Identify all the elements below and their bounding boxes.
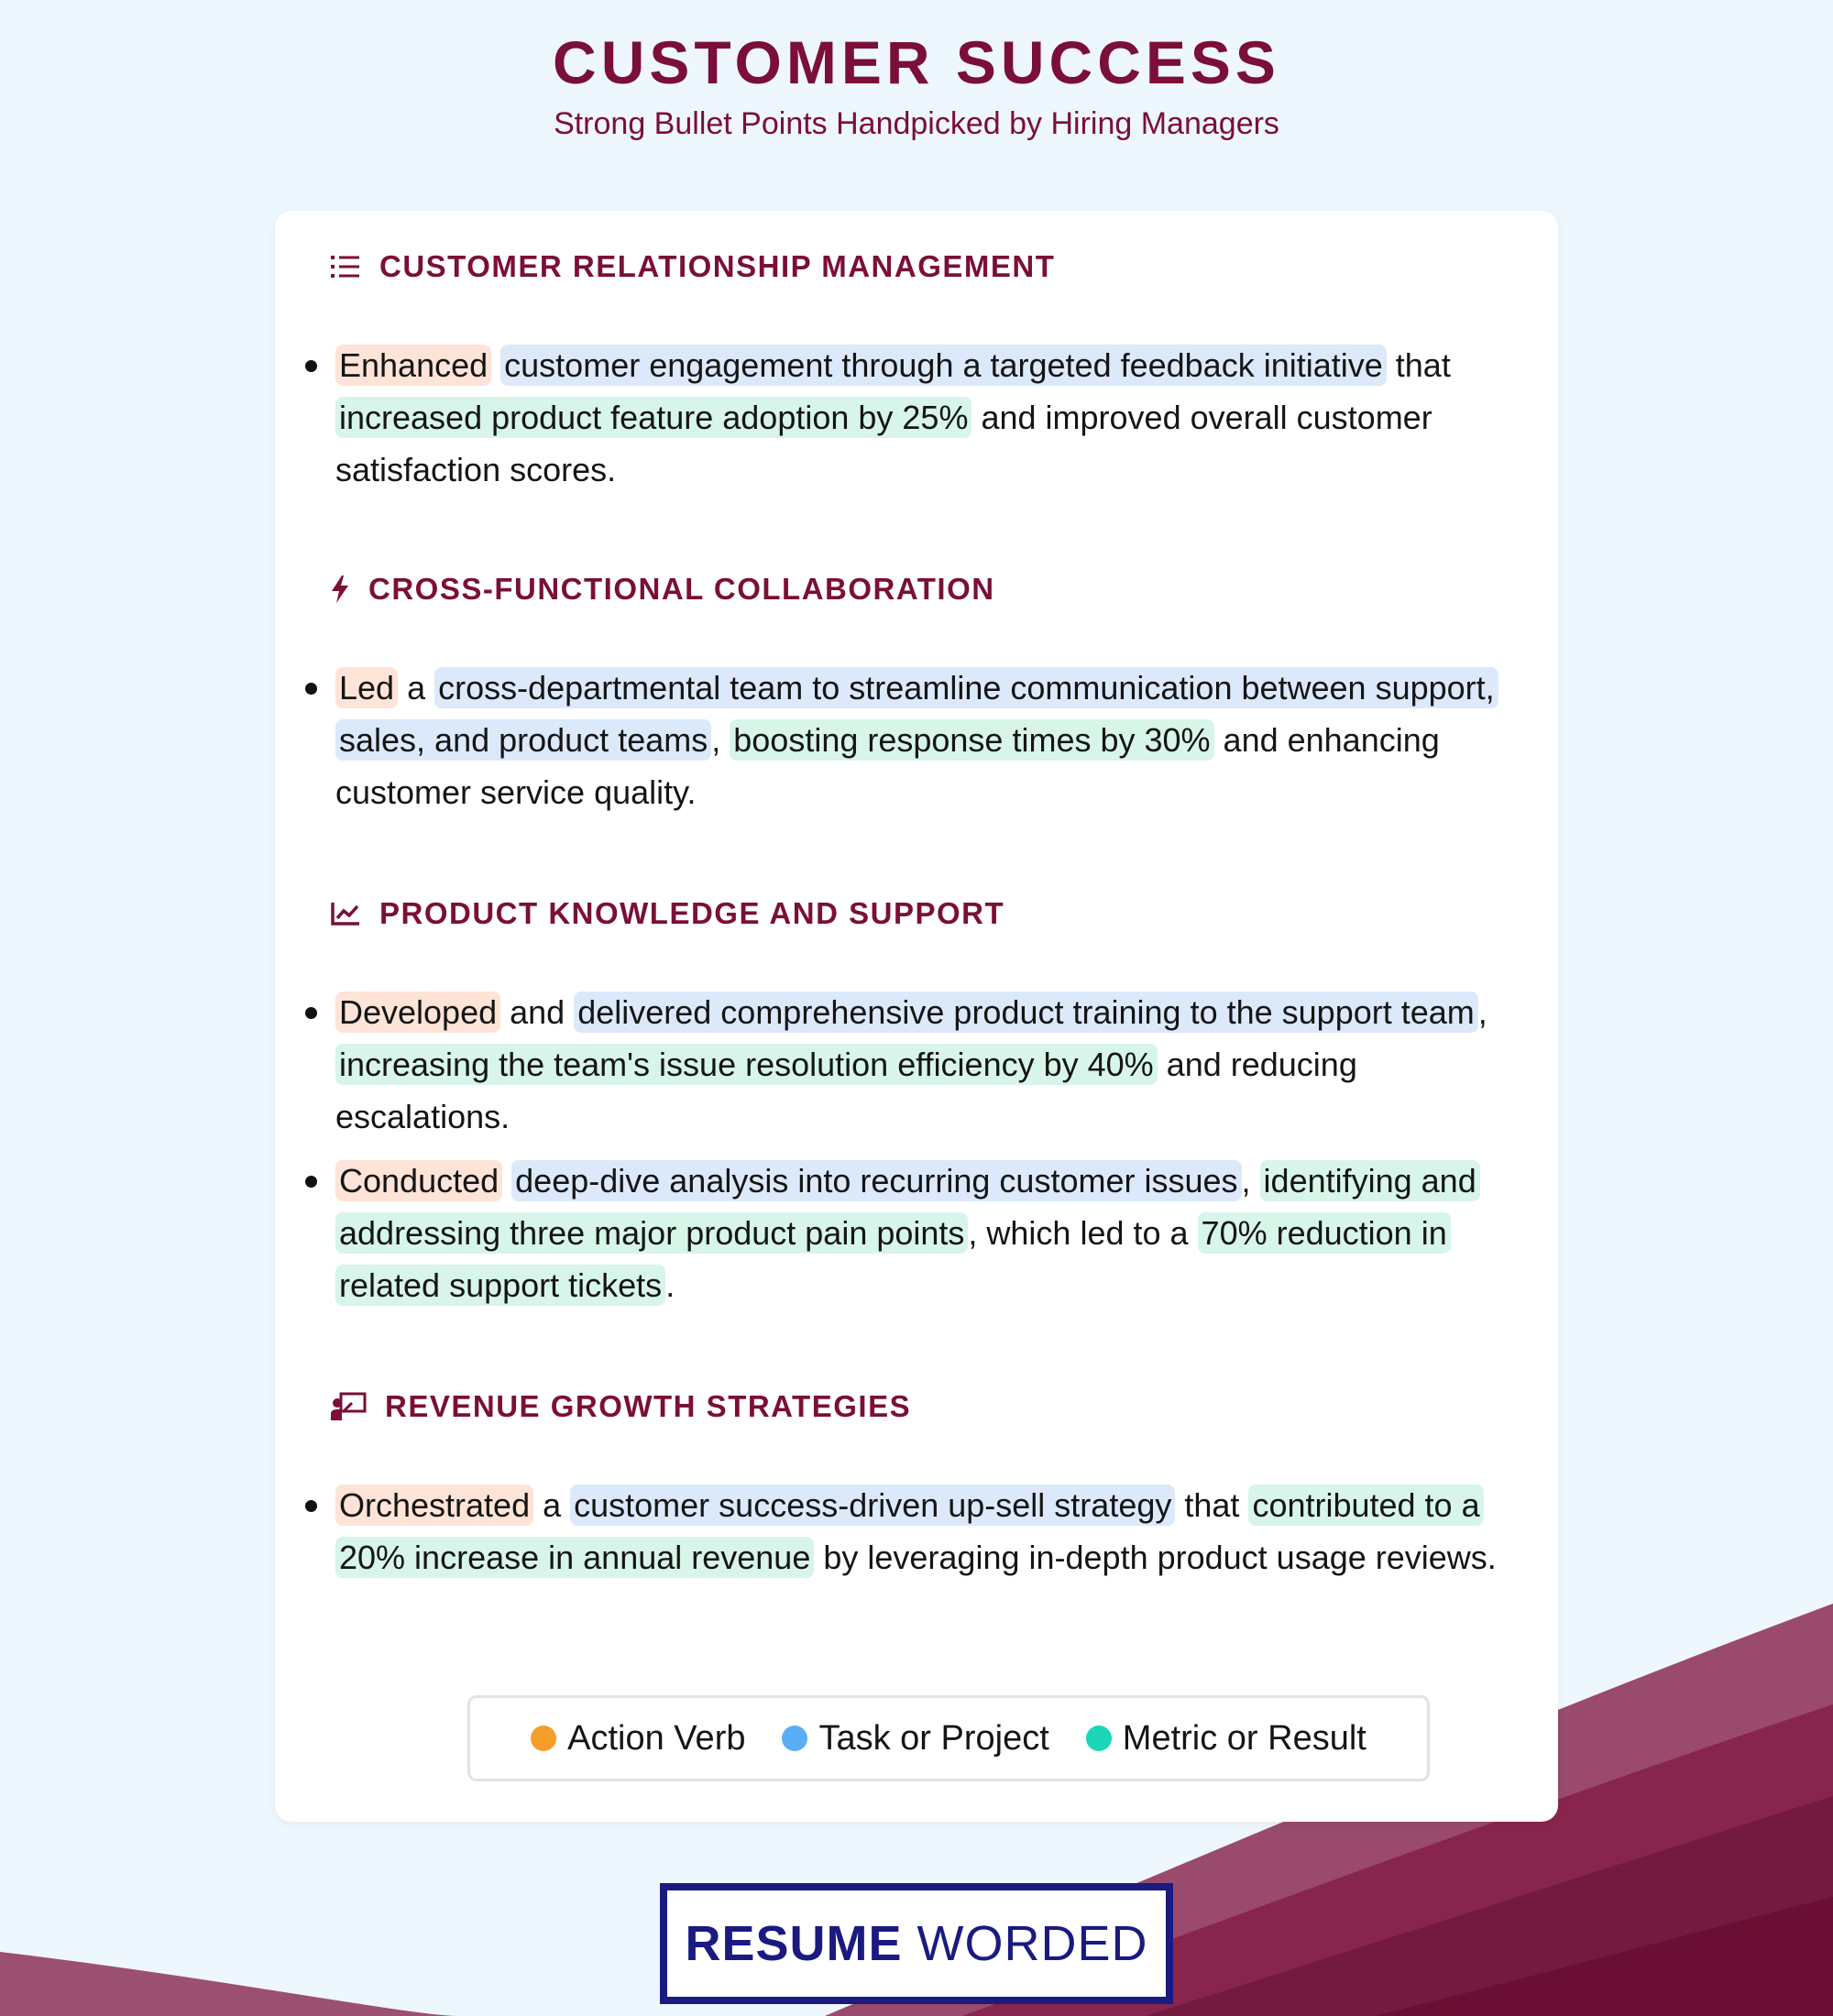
legend-label: Task or Project: [818, 1718, 1049, 1758]
bullet-item: [302, 662, 1540, 818]
metric-highlight: increasing the team's issue resolution efficiency by 40%: [335, 1044, 1158, 1085]
highlight-legend: [467, 1695, 1430, 1781]
bullet-list: [302, 986, 1540, 1323]
bullet-text: , which led to a: [968, 1214, 1198, 1252]
legend-item-action-verb: [531, 1719, 745, 1759]
bullet-text: a: [533, 1486, 571, 1524]
bullet-list: [302, 662, 1540, 830]
bullet-points-card: [275, 211, 1558, 1822]
bullet-text: by leveraging in-depth product usage reviews.: [814, 1539, 1497, 1576]
bullet-text: ,: [1241, 1162, 1260, 1200]
metric-highlight: contributed to a 20% increase in annual revenue: [335, 1485, 1484, 1578]
metric-highlight: identifying and addressing three major product pain points: [335, 1160, 1480, 1254]
bolt-icon: [330, 575, 350, 604]
section-heading-text: CROSS-FUNCTIONAL COLLABORATION: [368, 572, 995, 606]
bullet-list: [302, 339, 1540, 508]
task-highlight: customer success-driven up-sell strategy: [570, 1485, 1175, 1526]
bullet-item: [302, 1479, 1540, 1583]
bullet-text: and reducing escalations.: [335, 1046, 1357, 1135]
task-highlight: customer engagement through a targeted feedback initiative: [500, 345, 1387, 386]
bullet-list: [302, 1479, 1540, 1595]
presentation-icon: [330, 1392, 367, 1421]
bullet-text: and: [500, 993, 575, 1031]
legend-label: Action Verb: [567, 1718, 746, 1758]
bullet-text: a: [398, 669, 435, 707]
action-verb-highlight: Orchestrated: [335, 1485, 533, 1526]
orange-dot-icon: [531, 1726, 556, 1751]
logo-bold-text: RESUME: [685, 1916, 903, 1971]
section-heading: [330, 1389, 911, 1424]
bullet-text: and enhancing customer service quality.: [335, 721, 1440, 811]
page-subtitle: Strong Bullet Points Handpicked by Hiring Managers: [554, 106, 1279, 141]
task-highlight: deep-dive analysis into recurring customer issues: [511, 1160, 1241, 1201]
bullet-text: [491, 346, 500, 384]
task-highlight: delivered comprehensive product training to the support team: [574, 992, 1478, 1033]
bullet-text: [502, 1162, 511, 1200]
logo-light-text: WORDED: [916, 1916, 1148, 1971]
bullet-text: that: [1386, 346, 1451, 384]
page-title: CUSTOMER SUCCESS: [553, 28, 1280, 96]
bullet-text: that: [1175, 1486, 1249, 1524]
metric-highlight: boosting response times by 30%: [730, 719, 1213, 761]
bullet-text: ,: [1477, 993, 1487, 1031]
resume-worded-logo[interactable]: [660, 1883, 1173, 2004]
action-verb-highlight: Led: [335, 667, 398, 708]
list-icon: [330, 254, 361, 279]
legend-item-metric: [1086, 1719, 1367, 1759]
chart-line-icon: [330, 901, 361, 926]
bullet-text: and improved overall customer satisfaction scores.: [335, 399, 1432, 488]
bullet-item: [302, 339, 1540, 496]
page-header: [0, 27, 1833, 142]
action-verb-highlight: Developed: [335, 992, 500, 1033]
section-heading-text: CUSTOMER RELATIONSHIP MANAGEMENT: [379, 249, 1056, 283]
legend-item-task: [782, 1719, 1048, 1759]
blue-dot-icon: [782, 1726, 807, 1751]
section-heading: [330, 572, 995, 607]
section-heading-text: PRODUCT KNOWLEDGE AND SUPPORT: [379, 896, 1005, 930]
bullet-item: [302, 1155, 1540, 1311]
section-heading: [330, 249, 1055, 284]
legend-label: Metric or Result: [1122, 1718, 1367, 1758]
bullet-text: .: [665, 1266, 675, 1304]
teal-dot-icon: [1086, 1726, 1112, 1751]
section-heading: [330, 896, 1004, 931]
task-highlight: cross-departmental team to streamline communication between support, sales, and product teams: [335, 667, 1498, 761]
action-verb-highlight: Conducted: [335, 1160, 502, 1201]
metric-highlight: increased product feature adoption by 25%: [335, 397, 971, 438]
bullet-text: ,: [711, 721, 730, 759]
metric-highlight: 70% reduction in related support tickets: [335, 1212, 1451, 1306]
bullet-item: [302, 986, 1540, 1143]
action-verb-highlight: Enhanced: [335, 345, 491, 386]
section-heading-text: REVENUE GROWTH STRATEGIES: [385, 1389, 912, 1423]
